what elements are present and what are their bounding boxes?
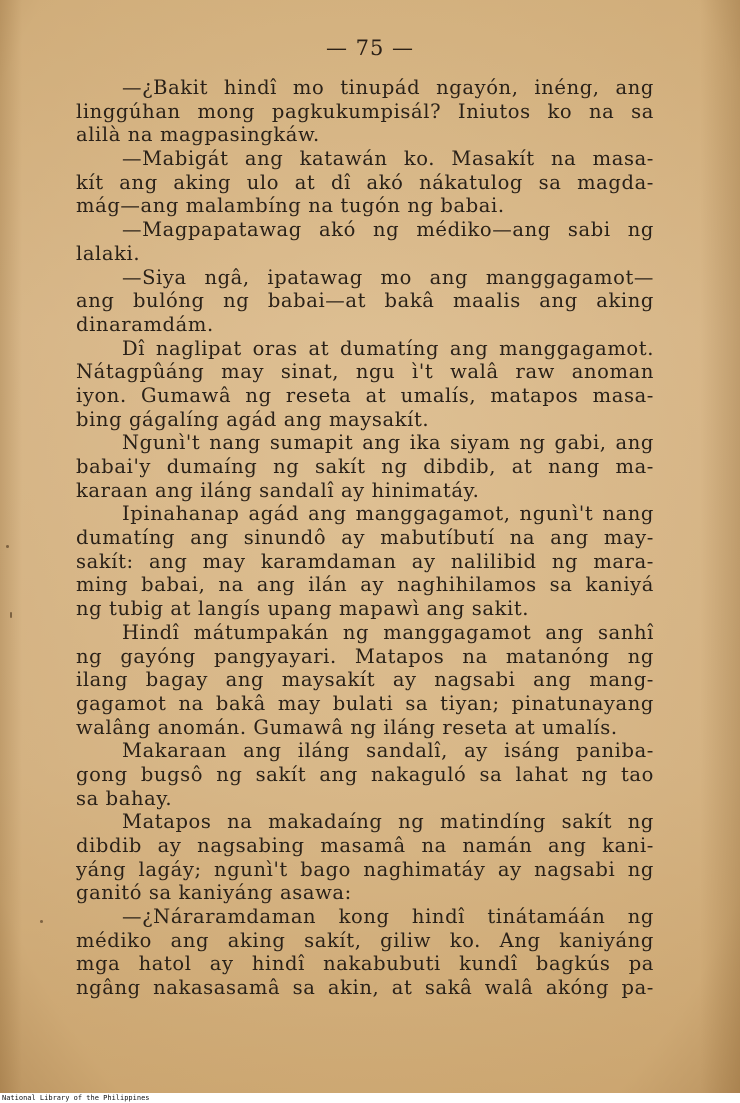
text-line: —Magpapatawag akó ng médiko—ang sabi ng <box>122 218 654 242</box>
text-line: ngâng nakasasamâ sa akin, at sakâ walâ akóng pa- <box>76 976 654 1000</box>
text-line: lalaki. <box>76 241 141 265</box>
text-line: kít ang aking ulo at dî akó nákatulog sa magda- <box>76 170 654 194</box>
text-line: alilà na magpasingkáw. <box>76 123 320 147</box>
text-line: médiko ang aking sakít, giliw ko. Ang kaniyáng <box>76 928 654 952</box>
text-line: babai'y dumaíng ng sakít ng dibdib, at nang ma- <box>76 455 654 478</box>
library-credit: National Library of the Philippines <box>2 1094 150 1102</box>
text-line: Nátagpûáng may sinat, ngu ì't walâ raw anoman <box>76 360 654 384</box>
text-line: Ipinahanap agád ang manggagamot, ngunì't nang <box>122 502 654 526</box>
text-line: Hindî mátumpakán ng manggagamot ang sanhî <box>122 620 654 644</box>
text-line: dinaramdám. <box>76 312 214 336</box>
page-left-shadow <box>0 0 22 1093</box>
text-line: ang bulóng ng babai—at bakâ maalis ang aking <box>76 289 654 313</box>
footer-bar <box>0 1093 740 1103</box>
text-line: karaan ang iláng sandalî ay hinimatáy. <box>76 478 480 502</box>
text-line: Makaraan ang iláng sandalî, ay isáng paniba- <box>122 739 654 763</box>
text-line: ming babai, na ang ilán ay naghihilamos sa kaniyá <box>76 573 654 597</box>
text-line: —Mabigát ang katawán ko. Masakít na masa- <box>122 147 654 171</box>
text-line: sakít: ang may karamdaman ay nalilibid ng mara- <box>76 549 654 573</box>
page-number: — 75 — <box>325 36 415 60</box>
paper-speck <box>6 545 9 548</box>
text-line: bing gágalíng agád ang maysakít. <box>76 407 430 431</box>
text-line: —Siya ngâ, ipatawag mo ang manggagamot— <box>122 265 654 289</box>
text-line: yáng lagáy; ngunì't bago naghimatáy ay nagsabi ng <box>76 857 654 881</box>
text-line: Ngunì't nang sumapit ang ika siyam ng gabi, ang <box>122 431 654 455</box>
text-line: sa bahay. <box>76 786 173 810</box>
text-line: mga hatol ay hindî nakabubuti kundî bagkús pa <box>76 952 654 976</box>
text-line: Matapos na makadaíng ng matindíng sakít ng <box>122 810 654 834</box>
text-line: Dî naglipat oras at dumatíng ang manggagamot. <box>122 336 654 360</box>
text-line: linggúhan mong pagkukumpisál? Iniutos ko na sa <box>76 99 654 123</box>
paper-speck <box>40 920 43 923</box>
text-line: ng tubig at langís upang mapawì ang sakit. <box>76 597 530 621</box>
text-line: ganitó sa kaniyáng asawa: <box>76 881 352 905</box>
text-line: —¿Bakit hindî mo tinupád ngayón, inéng, ang <box>122 76 654 99</box>
text-line: gagamot na bakâ may bulati sa tiyan; pinatunayang <box>76 691 654 715</box>
paper-speck <box>10 612 12 618</box>
text-line: iyon. Gumawâ ng reseta at umalís, matapos masa- <box>76 383 654 407</box>
text-line: ng gayóng pangyayari. Matapos na matanóng ng <box>76 644 654 668</box>
text-line: ilang bagay ang maysakít ay nagsabi ang mang- <box>76 668 654 692</box>
text-line: mág—ang malambíng na tugón ng babai. <box>76 194 505 218</box>
text-line: gong bugsô ng sakít ang nakaguló sa lahat ng tao <box>76 762 654 786</box>
text-line: walâng anomán. Gumawâ ng iláng reseta at umalís. <box>76 715 618 739</box>
text-line: dumatíng ang sinundô ay mabutíbutí na ang may- <box>76 526 654 550</box>
body-text <box>76 76 654 1000</box>
text-line: dibdib ay nagsabing masamâ na namán ang kani- <box>76 834 654 857</box>
text-line: —¿Nárаramdaman kong hindî tinátamáán ng <box>122 905 654 929</box>
page-right-shadow <box>700 0 740 1093</box>
